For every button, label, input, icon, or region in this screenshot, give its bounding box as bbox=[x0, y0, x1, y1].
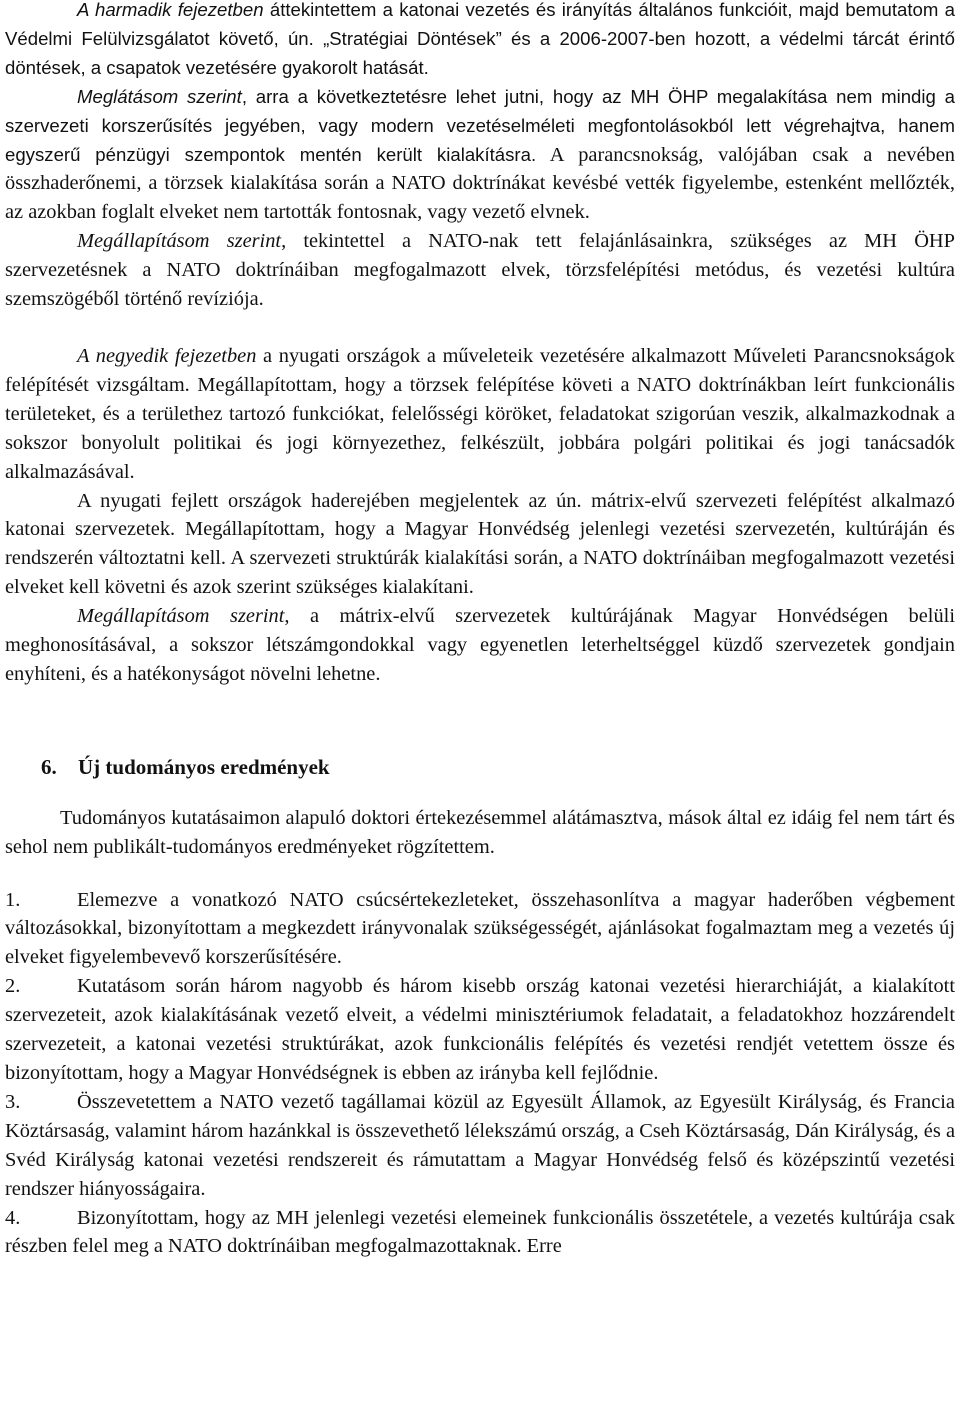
section-number: 6. bbox=[41, 754, 57, 779]
paragraph-insight-text-sans: , arra a következtetésre lehet jutni, hogy az MH ÖHP megalakítása nem mindig a szervezeti korszerűsítés jegyében, vagy modern vezetéselméleti megfontolásokból lett végrehajtva, hanem egyszerű pénzügyi szempontok mentén került kialakításra. bbox=[5, 85, 955, 165]
list-item-number: 4. bbox=[5, 1206, 21, 1229]
paragraph-finding-one bbox=[5, 227, 955, 314]
paragraph-intro-text: Tudományos kutatásaimon alapuló doktori értekezésemmel alátámasztva, mások által ez idáig fel nem tárt és sehol nem publikált-tudományos eredményeket rögzítettem. bbox=[5, 806, 955, 858]
list-item-number: 2. bbox=[5, 975, 21, 998]
list-item-number: 3. bbox=[5, 1090, 21, 1113]
paragraph-matrix-text: A nyugati fejlett országok haderejében megjelentek az ún. mátrix-elvű szervezeti felépítést alkalmazó katonai szervezetek. Megállapítottam, hogy a Magyar Honvédség jelenlegi vezetési szervezetén, kultúráján és rendszerén változtatni kell. A szervezeti struktúrák kialakítási során, a NATO doktrínáiban megfogalmazott vezetési elveket kell követni és azok szerint szükséges kialakítani. bbox=[5, 489, 955, 599]
paragraph-finding-two-italic: Megállapításom szerint bbox=[77, 605, 285, 628]
list-item-number: 1. bbox=[5, 888, 21, 911]
results-list bbox=[5, 886, 955, 1262]
section-heading bbox=[5, 753, 955, 782]
document-page bbox=[5, 0, 955, 1261]
paragraph-intro bbox=[5, 804, 955, 862]
list-item-text: Bizonyítottam, hogy az MH jelenlegi vezetési elemeinek funkcionális összetétele, a vezetés kultúrája csak részben felel meg a NATO doktrínáiban megfogalmazottaknak. Erre bbox=[5, 1206, 955, 1258]
list-item-text: Elemezve a vonatkozó NATO csúcsértekezleteket, összehasonlítva a magyar haderőben végbement változásokkal, bizonyítottam a megkezdett irányvonalak szükségességét, ajánlásokat fogalmaztam meg a vezetés új elveket figyelembevevő korszerűsítésére. bbox=[5, 888, 955, 969]
list-item bbox=[5, 1088, 955, 1204]
paragraph-chapter-three-italic: A harmadik fejezetben bbox=[77, 0, 264, 20]
paragraph-finding-one-text: , tekintettel a NATO-nak tett felajánlásainkra, szükséges az MH ÖHP szervezetésnek a NATO doktrínáiban megfogalmazott elvek, törzsfelépítési metódus, és vezetési kultúra szemszögéből történő revíziója. bbox=[5, 230, 955, 311]
paragraph-chapter-three-text-a: áttekintettem a katonai vezetés és irányítás általános funkcióit, majd bemutatom a Védelmi Felülvizsgálatot követő, ún. bbox=[5, 0, 955, 49]
paragraph-insight-text: A parancsnokság, valójában csak a nevében összhaderőnemi, a törzsek kialakítása során a NATO doktrínákat kevésbé vették figyelembe, estenként mellőzték, az azokban foglalt elveket nem tartották fontosnak, vagy vezető elvnek. bbox=[5, 143, 955, 224]
list-item-text: Kutatásom során három nagyobb és három kisebb ország katonai vezetési hierarchiáját, a kialakított szervezeteit, azok kialakításának vezető elveit, a védelmi minisztériumok feladatait, a feladatokhoz hozzárendelt szervezeteit, a katonai vezetési struktúrákat, azok funkcionális felépítés és vezetési rendjét vetettem össze és bizonyítottam, hogy a Magyar Honvédségnek is ebben az irányba kell fejlődnie. bbox=[5, 975, 955, 1084]
list-item bbox=[5, 886, 955, 973]
paragraph-chapter-four-italic: A negyedik fejezetben bbox=[77, 344, 257, 367]
paragraph-chapter-three-text-b: „Stratégiai Döntések” és a 2006-2007-ben hozott, a védelmi tárcát érintő döntések, a csapatok vezetésére gyakorolt hatását. bbox=[5, 27, 955, 78]
paragraph-matrix bbox=[5, 487, 955, 603]
list-item-text: Összevetettem a NATO vezető tagállamai közül az Egyesült Államok, az Egyesült Királyság, és Francia Köztársaság, valamint három hazánkkal is összevethető lélekszámú ország, a Cseh Köztársaság, Dán Királyság, és a Svéd Királyság katonai vezetési rendszereit és rámutattam a Magyar Honvédség felső és középszintű vezetési rendszer hiányosságaira. bbox=[5, 1090, 955, 1200]
list-item bbox=[5, 972, 955, 1088]
paragraph-chapter-four bbox=[5, 342, 955, 487]
paragraph-chapter-three bbox=[5, 0, 955, 83]
paragraph-finding-one-italic: Megállapításom szerint bbox=[77, 230, 282, 253]
paragraph-finding-two bbox=[5, 602, 955, 689]
paragraph-insight bbox=[5, 83, 955, 228]
section-title: Új tudományos eredmények bbox=[78, 754, 330, 779]
paragraph-insight-italic: Meglátásom szerint bbox=[77, 85, 242, 107]
list-item bbox=[5, 1204, 955, 1262]
paragraph-finding-two-text: , a mátrix-elvű szervezetek kultúrájának Magyar Honvédségen belüli meghonosításával, a sokszor létszámgondokkal vagy egyenetlen leterheltséggel küzdő szervezetek gondjain enyhíteni, és a hatékonyságot növelni lehetne. bbox=[5, 605, 955, 685]
paragraph-chapter-four-text: a nyugati országok a műveleteik vezetésére alkalmazott Műveleti Parancsnokságok felépítését vizsgáltam. Megállapítottam, hogy a törzsek felépítése követi a NATO doktrínákban leírt funkcionális területeket, és a területhez tartozó funkciókat, felelősségi köröket, feladatokat szigorúan veszik, alkalmazkodnak a sokszor bonyolult politikai és jogi környezethez, felkészült, jobbára polgári politikai és jogi tanácsadók alkalmazásával. bbox=[5, 344, 955, 483]
